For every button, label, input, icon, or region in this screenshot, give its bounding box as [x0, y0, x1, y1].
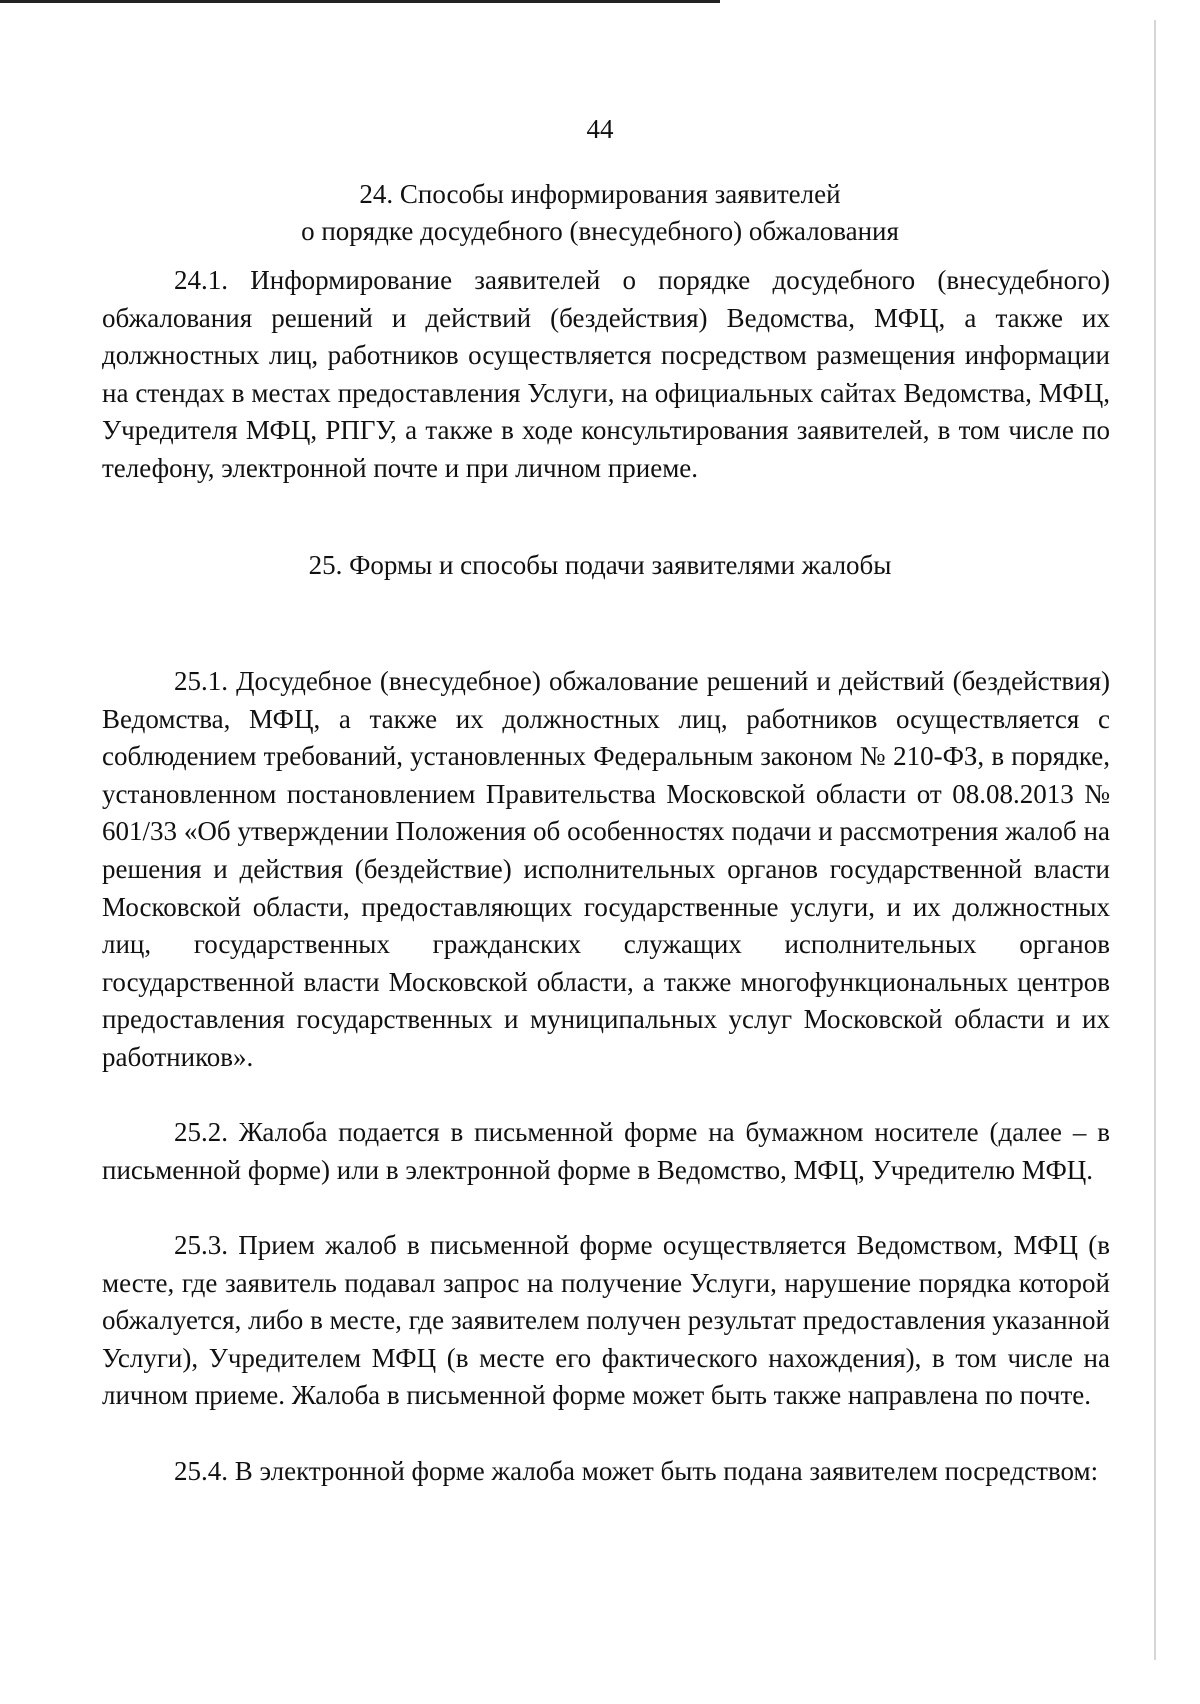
paragraph-25-1: 25.1. Досудебное (внесудебное) обжалование решений и действий (бездействия) Ведомства, МФЦ, а также их должностных лиц, работников осуществляется с соблюдением требований, установленных Федеральным законом № 210-ФЗ, в порядке, установленном постановлением Правительства Московской области от 08.08.2013 № 601/33 «Об утверждении Положения об особенностях подачи и рассмотрения жалоб на решения и действия (бездействие) исполнительных органов государственной власти Московской области, предоставляющих государственные услуги, и их должностных лиц, государственных гражданских служащих исполнительных органов государственной власти Московской области, а также многофункциональных центров предоставления государственных и муниципальных услуг Московской области и их работников». [102, 666, 1110, 1072]
section-24-heading [0, 176, 1200, 250]
paragraph-25-2: 25.2. Жалоба подается в письменной форме на бумажном носителе (далее – в письменной форме) или в электронной форме в Ведомство, МФЦ, Учредителю МФЦ. [102, 1117, 1110, 1185]
paragraph-24-1: 24.1. Информирование заявителей о порядке досудебного (внесудебного) обжалования решений и действий (бездействия) Ведомства, МФЦ, а также их должностных лиц, работников осуществляется посредством размещения информации на стендах в местах предоставления Услуги, на официальных сайтах Ведомства, МФЦ, Учредителя МФЦ, РПГУ, а также в ходе консультирования заявителей, в том числе по телефону, электронной почте и при личном приеме. [102, 265, 1110, 483]
paragraph-25-4: 25.4. В электронной форме жалоба может быть подана заявителем посредством: [174, 1456, 1099, 1486]
section-25-heading [0, 547, 1200, 584]
page-number: 44 [586, 114, 614, 144]
scan-right-edge [1154, 20, 1156, 1660]
paragraph-25-3: 25.3. Прием жалоб в письменной форме осуществляется Ведомством, МФЦ (в месте, где заявитель подавал запрос на получение Услуги, нарушение порядка которой обжалуется, либо в месте, где заявителем получен результат предоставления указанной Услуги), Учредителем МФЦ (в месте его фактического нахождения), в том числе на личном приеме. Жалоба в письменной форме может быть также направлена по почте. [102, 1230, 1110, 1411]
section-24-title-line2: о порядке досудебного (внесудебного) обжалования [301, 216, 899, 246]
scan-top-edge [0, 0, 720, 3]
section-25-title: 25. Формы и способы подачи заявителями жалобы [308, 550, 892, 580]
section-24-title-line1: 24. Способы информирования заявителей [359, 179, 841, 209]
